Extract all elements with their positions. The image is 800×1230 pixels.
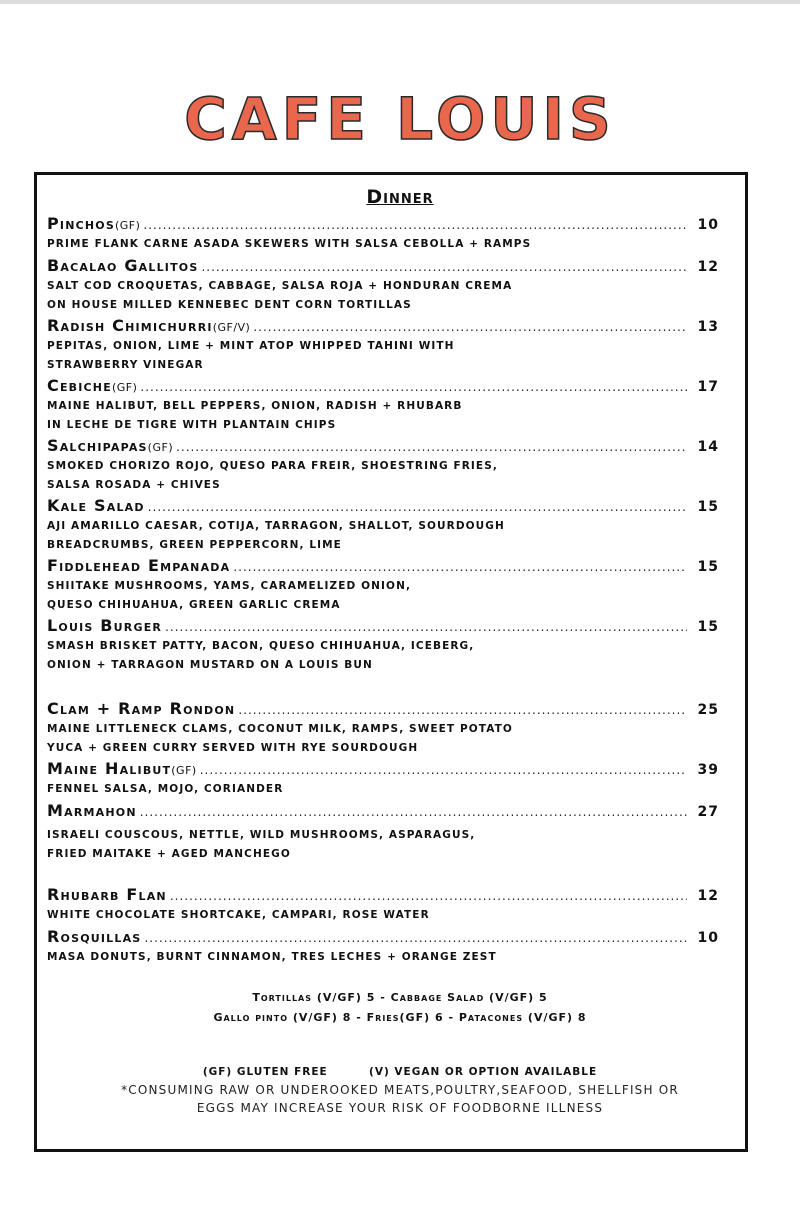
item-note: (GF) [147, 441, 174, 454]
item-price: 14 [697, 439, 719, 455]
menu-item [47, 555, 719, 615]
item-description: SALT COD CROQUETAS, CABBAGE, SALSA ROJA + HONDURAN CREMA [47, 280, 513, 292]
item-name: Radish Chimichurri [47, 316, 213, 335]
food-safety-warning: EGGS MAY INCREASE YOUR RISK OF FOODBORNE ILLNESS [196, 1101, 604, 1115]
dot-leader [140, 801, 687, 823]
item-description: QUESO CHIHUAHUA, GREEN GARLIC CREMA [47, 599, 341, 611]
item-description: BREADCRUMBS, GREEN PEPPERCORN, LIME [47, 539, 342, 551]
item-name: Pinchos [47, 214, 115, 233]
item-description: MAINE LITTLENECK CLAMS, COCONUT MILK, RAMPS, SWEET POTATO [47, 723, 513, 735]
menu-item [47, 495, 719, 555]
item-name: Marmahon [47, 801, 137, 820]
item-description: ISRAELI COUSCOUS, NETTLE, WILD MUSHROOMS, ASPARAGUS, [47, 829, 476, 841]
menu-item [47, 698, 719, 758]
item-name: Kale Salad [47, 496, 145, 515]
dot-leader [143, 214, 687, 236]
item-name: Clam + Ramp Rondon [47, 699, 236, 718]
item-price: 15 [697, 619, 719, 635]
dot-leader [140, 376, 687, 398]
item-price: 15 [697, 499, 719, 515]
menu-item [47, 884, 719, 925]
dot-leader [176, 436, 687, 458]
item-price: 17 [697, 379, 719, 395]
menu-item [47, 255, 719, 315]
sides-line: Gallo pinto (V/GF) 8 - Fries(GF) 6 - Patacones (V/GF) 8 [213, 1011, 587, 1024]
dot-leader [200, 759, 687, 781]
dot-leader [201, 256, 687, 278]
item-description: ONION + TARRAGON MUSTARD ON A LOUIS BUN [47, 659, 373, 671]
item-note: (GF/V) [212, 321, 251, 334]
item-price: 13 [697, 319, 719, 335]
dot-leader [238, 699, 687, 721]
top-bar [0, 0, 800, 4]
menu-item [47, 615, 719, 675]
dot-leader [170, 885, 687, 907]
item-description: SHIITAKE MUSHROOMS, YAMS, CARAMELIZED ONION, [47, 580, 412, 592]
legend-gluten-free: (GF) GLUTEN FREE [202, 1066, 328, 1078]
item-description: PRIME FLANK CARNE ASADA SKEWERS WITH SALSA CEBOLLA + RAMPS [47, 238, 532, 250]
legend-vegan: (V) VEGAN OR OPTION AVAILABLE [369, 1066, 598, 1078]
item-name: Salchipapas [47, 436, 148, 455]
item-name: Rhubarb Flan [47, 885, 167, 904]
item-description: SMOKED CHORIZO ROJO, QUESO PARA FREIR, SHOESTRING FRIES, [47, 460, 498, 472]
dot-leader [253, 316, 687, 338]
item-name: Rosquillas [47, 927, 142, 946]
item-description: YUCA + GREEN CURRY SERVED WITH RYE SOURDOUGH [47, 742, 419, 754]
item-description: MAINE HALIBUT, BELL PEPPERS, ONION, RADISH + RHUBARB [47, 400, 463, 412]
item-price: 25 [697, 702, 719, 718]
item-note: (GF) [114, 219, 141, 232]
item-description: AJI AMARILLO CAESAR, COTIJA, TARRAGON, SHALLOT, SOURDOUGH [47, 520, 505, 532]
item-price: 10 [697, 217, 719, 233]
item-description: IN LECHE DE TIGRE WITH PLANTAIN CHIPS [47, 419, 337, 431]
item-name: Louis Burger [47, 616, 163, 635]
item-name: Bacalao Gallitos [47, 256, 199, 275]
dot-leader [148, 496, 687, 518]
item-description: WHITE CHOCOLATE SHORTCAKE, CAMPARI, ROSE WATER [47, 909, 430, 921]
menu-item [47, 800, 719, 864]
item-description: MASA DONUTS, BURNT CINNAMON, TRES LECHES + ORANGE ZEST [47, 951, 497, 963]
sides-line: Tortillas (V/GF) 5 - Cabbage Salad (V/GF) 5 [252, 991, 548, 1004]
food-safety-warning: *CONSUMING RAW OR UNDEROOKED MEATS,POULTRY,SEAFOOD, SHELLFISH OR [121, 1083, 679, 1097]
item-price: 15 [697, 559, 719, 575]
menu-item [47, 435, 719, 495]
item-price: 39 [697, 762, 719, 778]
menu-item [47, 926, 719, 967]
section-title: Dinner [366, 186, 434, 208]
item-price: 12 [697, 259, 719, 275]
menu-item [47, 758, 719, 799]
item-description: SMASH BRISKET PATTY, BACON, QUESO CHIHUAHUA, ICEBERG, [47, 640, 475, 652]
menu-item [47, 213, 719, 254]
item-price: 12 [697, 888, 719, 904]
item-description: STRAWBERRY VINEGAR [47, 359, 204, 371]
item-note: (GF) [171, 764, 197, 777]
item-description: FENNEL SALSA, MOJO, CORIANDER [47, 783, 284, 795]
item-name: Cebiche [47, 376, 112, 395]
menu-item [47, 315, 719, 375]
item-name: Fiddlehead Empanada [47, 556, 231, 575]
item-note: (GF) [111, 381, 138, 394]
item-description: FRIED MAITAKE + AGED MANCHEGO [47, 848, 291, 860]
item-name: Maine Halibut [47, 759, 172, 778]
dot-leader [165, 616, 687, 638]
item-price: 10 [697, 930, 719, 946]
dot-leader [144, 927, 687, 949]
dot-leader [233, 556, 687, 578]
restaurant-name: CAFE LOUIS [184, 85, 616, 153]
item-description: PEPITAS, ONION, LIME + MINT ATOP WHIPPED TAHINI WITH [47, 340, 455, 352]
dietary-legend [0, 1064, 800, 1081]
item-description: SALSA ROSADA + CHIVES [47, 479, 221, 491]
menu-item [47, 375, 719, 435]
item-description: ON HOUSE MILLED KENNEBEC DENT CORN TORTILLAS [47, 299, 412, 311]
item-price: 27 [697, 804, 719, 820]
